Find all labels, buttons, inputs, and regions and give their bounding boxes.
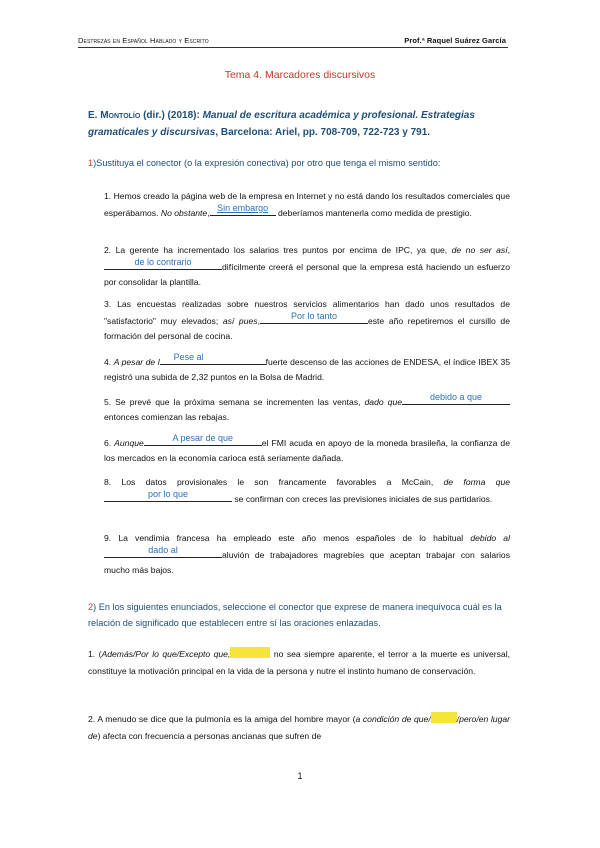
item-text: 5. Se prevé que la próxima semana se incrementen las ventas,	[104, 397, 365, 407]
answer-blank[interactable]	[104, 258, 222, 270]
item-text: 4.	[104, 357, 114, 367]
biblio-author: E. Montolío	[88, 110, 141, 121]
answer-blank[interactable]	[104, 490, 232, 502]
answer-blank[interactable]	[402, 393, 510, 405]
item-punct: ,	[257, 316, 260, 326]
exercise-item	[104, 393, 510, 425]
answer-text: por lo que	[147, 489, 189, 499]
answer-blank[interactable]	[144, 434, 262, 446]
connector: así pues	[222, 316, 258, 326]
answer-text: dado al	[148, 545, 178, 555]
header-divider	[78, 47, 508, 48]
item-punct: ,	[207, 208, 210, 218]
exercise-item	[104, 475, 510, 507]
item-text: 3. Las encuestas realizadas sobre nuestros servicios alimentarios han dado unos resultados de "satisfactorio" muy elevados;	[104, 299, 510, 326]
answer-blank[interactable]	[210, 204, 276, 216]
connector: dado que	[364, 397, 402, 407]
item-text: 1. (	[88, 649, 102, 659]
item-punct: ,	[507, 245, 510, 255]
answer-text: Sin embargo	[217, 203, 269, 213]
connector-options: Además/Por lo que/Excepto que,	[101, 649, 231, 659]
exercise-item	[88, 646, 510, 679]
item-text: difícilmente creerá el personal que la empresa está haciendo un esfuerzo por consolidar la plantilla.	[104, 262, 510, 287]
item-text: fuerte descenso de las acciones de ENDESA, el índice IBEX 35 registró una subida de 2,32 puntos en la Bolsa de Madrid.	[104, 357, 510, 382]
connector: Aunque	[114, 438, 144, 448]
biblio-publisher: , Barcelona: Ariel, pp. 708-709, 722-723 y 791.	[215, 127, 431, 138]
section-1-heading	[88, 155, 508, 171]
item-text: 2. La gerente ha incrementado los salarios tres puntos por encima de IPC, ya que,	[104, 245, 452, 255]
highlighted-blank[interactable]	[431, 712, 457, 723]
connector: No obstante	[160, 208, 208, 218]
connector: de no ser así	[451, 245, 508, 255]
page-number: 1	[297, 771, 303, 781]
item-text: el FMI acuda en apoyo de la moneda brasileña, la confianza de los mercados en la economía carioca está seriamente dañada.	[104, 438, 510, 463]
answer-text: Pese al	[173, 352, 204, 362]
exercise-item	[104, 243, 510, 290]
section-number: 1	[88, 158, 94, 168]
item-text: ) afecta con frecuencia a personas ancianas que sufren de	[97, 730, 322, 741]
connector-options: /pero/en lugar de	[88, 714, 511, 741]
item-text: este año repetiremos el cursillo de formación del personal de cocina.	[104, 316, 510, 341]
answer-text: A pesar de que	[172, 433, 234, 443]
item-text: 8. Los datos provisionales le son francamente favorables a McCain,	[104, 477, 444, 487]
answer-blank[interactable]	[104, 546, 222, 558]
section-instruction: ) En los siguientes enunciados, seleccione el conector que exprese de manera inequívoca cuál es la relación de significado que establecen entre sí las oraciones enlazadas.	[88, 602, 502, 628]
biblio-book-title: Manual de escritura académica y profesional. Estrategias gramaticales y discursivas	[88, 110, 475, 138]
item-text: 6.	[104, 438, 115, 448]
answer-text: debido a que	[429, 392, 483, 402]
item-text: no sea siempre aparente, el terror a la muerte es universal, constituye la motivación principal en la vida de la persona y nutre el instinto humano de conservación.	[88, 649, 510, 676]
bibliography-reference	[88, 107, 508, 141]
exercise-item	[104, 189, 510, 221]
exercise-item	[104, 353, 510, 385]
answer-blank[interactable]	[257, 311, 368, 326]
item-text: deberíamos mantenerla como medida de prestigio.	[275, 208, 472, 218]
item-text: entonces comienzan las rebajas.	[104, 412, 230, 422]
answer-blank[interactable]	[160, 353, 266, 365]
answer-text: Por lo tanto	[290, 311, 337, 321]
running-header-course: Destrezas en Español Hablado y Escrito	[78, 36, 209, 45]
item-text: 1. Hemos creado la página web de la empresa en Internet y no está dando los resultados comerciales que esperábamos.	[104, 191, 510, 218]
exercise-item	[104, 434, 510, 466]
item-text: aluvión de trabajadores magrebíes que aceptan trabajar con salarios mucho más bajos.	[104, 550, 510, 575]
connector: debido al	[470, 533, 510, 543]
item-text: 2. A menudo se dice que la pulmonía es la amiga del hombre mayor (	[88, 714, 356, 724]
page-title: Tema 4. Marcadores discursivos	[224, 69, 376, 81]
answer-text: de lo contrario	[134, 257, 192, 267]
running-header-professor: Prof.ª Raquel Suárez García	[404, 36, 506, 45]
item-text: 9. La vendimia francesa ha empleado este año menos españoles de lo habitual	[104, 533, 471, 543]
section-instruction: )Sustituya el conector (o la expresión conectiva) por otro que tenga el mismo sentido:	[93, 158, 441, 168]
highlighted-blank[interactable]	[230, 647, 270, 658]
biblio-year: (dir.) (2018):	[140, 110, 203, 121]
item-text: se confirman con creces las previsiones iniciales de sus partidarios.	[232, 494, 493, 504]
connector: A pesar de l	[113, 357, 160, 367]
section-number: 2	[88, 602, 94, 612]
exercise-item	[88, 711, 510, 744]
connector-options: a condición de que/	[355, 714, 431, 724]
connector: de forma que	[443, 477, 511, 487]
section-2-heading	[88, 599, 508, 631]
exercise-item	[104, 531, 510, 578]
exercise-item	[104, 297, 510, 344]
